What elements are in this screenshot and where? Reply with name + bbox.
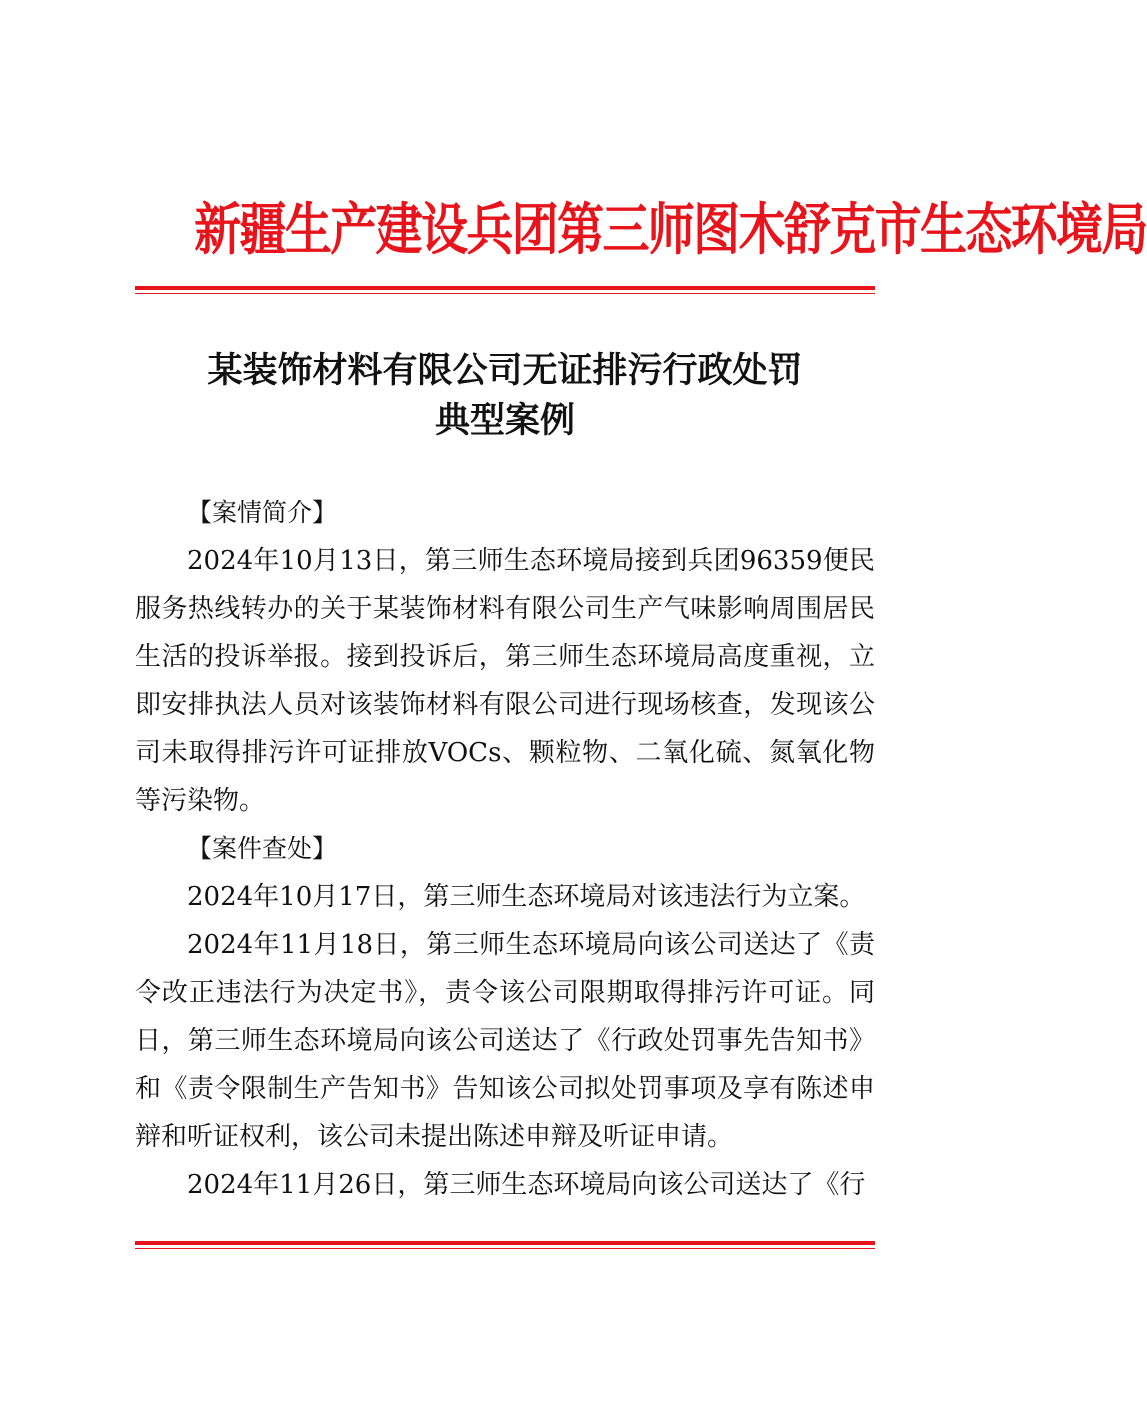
paragraph-case-1: 2024年10月17日，第三师生态环境局对该违法行为立案。	[187, 882, 866, 912]
footer-rule-thin	[135, 1248, 875, 1249]
section-heading-intro: 【案情简介】	[187, 498, 338, 527]
header-rule-thick	[135, 286, 875, 290]
agency-header: 新疆生产建设兵团第三师图木舒克市生态环境局	[194, 197, 1147, 263]
document-body	[135, 489, 875, 1209]
section-heading-case: 【案件查处】	[187, 834, 338, 863]
document-title	[135, 346, 875, 446]
title-line-2: 典型案例	[434, 401, 575, 441]
header-red-rule	[135, 286, 875, 294]
paragraph-case-3: 2024年11月26日，第三师生态环境局向该公司送达了《行	[187, 1170, 866, 1200]
paragraph-intro: 2024年10月13日，第三师生态环境局接到兵团96359便民服务热线转办的关于某装饰材料有限公司生产气味影响周围居民生活的投诉举报。接到投诉后，第三师生态环境局高度重视，立即安排执法人员对该装饰材料有限公司进行现场核查，发现该公司未取得排污许可证排放VOCs、颗粒物、二氧化硫、氮氧化物等污染物。	[135, 546, 875, 816]
paragraph-case-2: 2024年11月18日，第三师生态环境局向该公司送达了《责令改正违法行为决定书》，责令该公司限期取得排污许可证。同日，第三师生态环境局向该公司送达了《行政处罚事先告知书》和《责令限制生产告知书》告知该公司拟处罚事项及享有陈述申辩和听证权利，该公司未提出陈述申辩及听证申请。	[135, 930, 875, 1152]
footer-red-rule	[135, 1241, 875, 1249]
footer-rule-thick	[135, 1241, 875, 1245]
title-line-1: 某装饰材料有限公司无证排污行政处罚	[207, 351, 803, 391]
header-rule-thin	[135, 293, 875, 294]
